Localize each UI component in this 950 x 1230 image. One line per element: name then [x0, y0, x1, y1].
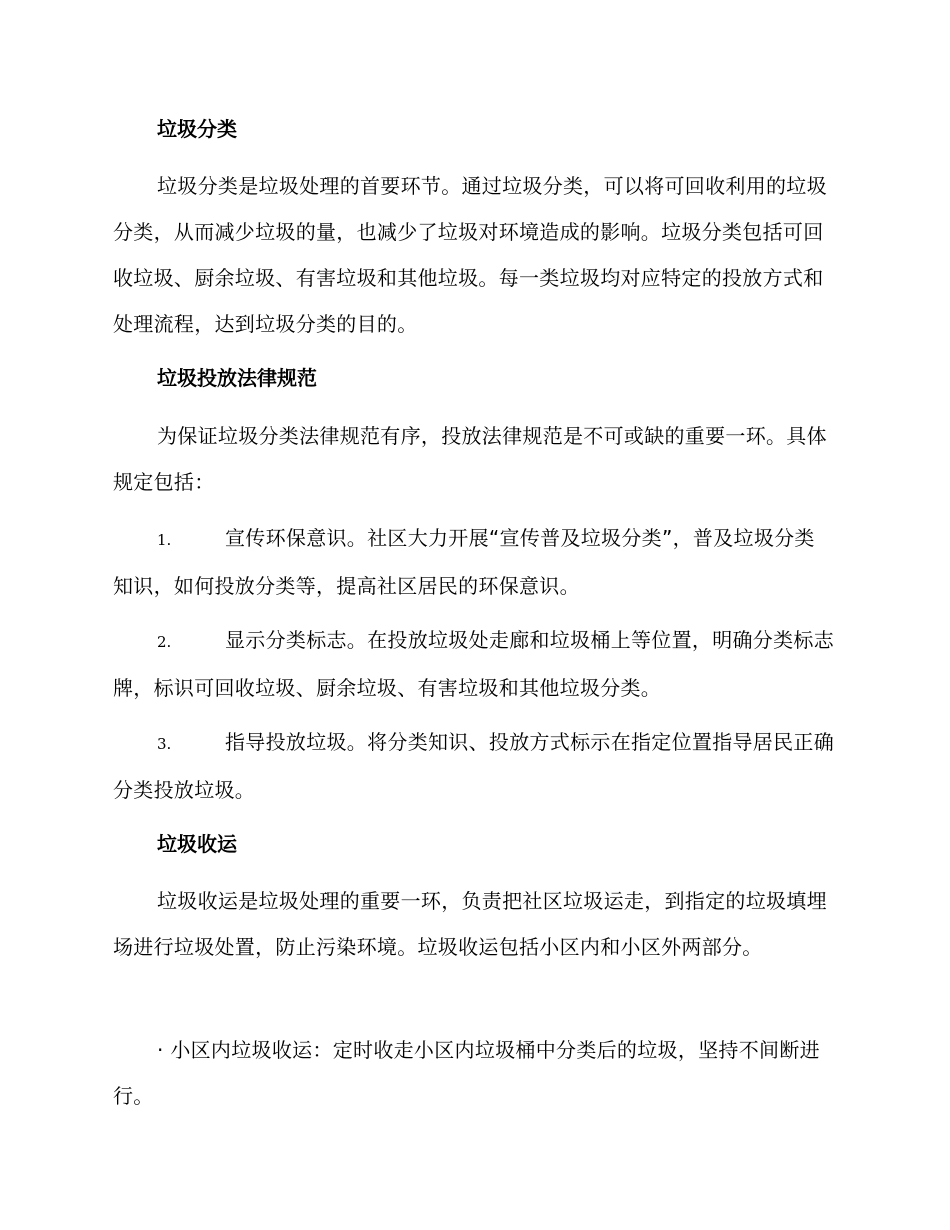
list-number: 3.	[157, 735, 172, 753]
section-heading-collection: 垃圾收运	[157, 832, 237, 856]
list-item-text: 宣传环保意识。社区大力开展“宣传普及垃圾分类”，普及垃圾分类知识，如何投放分类等，提高社区居民的环保意识。	[113, 526, 815, 598]
list-number: 1.	[157, 531, 172, 549]
bullet-in-community-collection: · 小区内垃圾收运：定时收走小区内垃圾桶中分类后的垃圾，坚持不间断进行。	[113, 1038, 820, 1108]
list-item-3	[113, 719, 835, 813]
paragraph-collection: 垃圾收运是垃圾处理的重要一环，负责把社区垃圾运走，到指定的垃圾填埋场进行垃圾处置，防止污染环境。垃圾收运包括小区内和小区外两部分。	[113, 889, 827, 959]
paragraph-sorting: 垃圾分类是垃圾处理的首要环节。通过垃圾分类，可以将可回收利用的垃圾分类，从而减少垃圾的量，也减少了垃圾对环境造成的影响。垃圾分类包括可回收垃圾、厨余垃圾、有害垃圾和其他垃圾。每一类垃圾均对应特定的投放方式和处理流程，达到垃圾分类的目的。	[113, 174, 827, 336]
list-number: 2.	[157, 633, 172, 651]
list-item-text: 指导投放垃圾。将分类知识、投放方式标示在指定位置指导居民正确分类投放垃圾。	[113, 730, 834, 802]
section-heading-disposal-rules: 垃圾投放法律规范	[157, 366, 317, 390]
list-item-2	[113, 617, 835, 711]
paragraph-disposal-rules: 为保证垃圾分类法律规范有序，投放法律规范是不可或缺的重要一环。具体规定包括：	[113, 424, 827, 494]
section-heading-sorting: 垃圾分类	[157, 117, 237, 141]
list-item-1	[113, 515, 835, 609]
list-item-text: 显示分类标志。在投放垃圾处走廊和垃圾桶上等位置，明确分类标志牌，标识可回收垃圾、厨余垃圾、有害垃圾和其他垃圾分类。	[113, 628, 834, 700]
